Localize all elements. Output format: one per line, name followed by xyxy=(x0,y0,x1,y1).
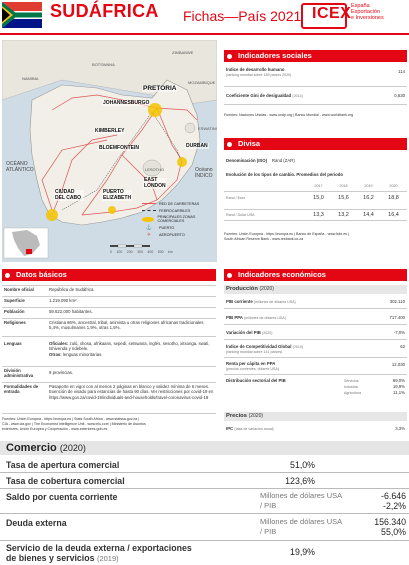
table-row: Nombre oficial República de Sudáfrica. xyxy=(2,285,216,296)
country-map xyxy=(2,40,217,262)
table-row: Tasa de cobertura comercial 123,6% xyxy=(0,473,409,489)
table-row: Religiones Cristiana 86%, ancestral, tribal, animista u otras religiones africanas tradicionales 5,4%, musulmanes 1,9%, otras 1,5%. xyxy=(2,318,216,336)
map-label-lesotho: LESOTHO xyxy=(145,167,165,172)
var-pib-label: Variación del PIB (2020) xyxy=(226,330,273,335)
ocean-atlantic: OCÉANO ATLÁNTICO xyxy=(6,161,34,173)
datos-source-1: Fuentes: Unión Europea - https://europa.eu | Stats South Africa - www.statssa.gov.za | xyxy=(2,417,140,421)
divisa-source-1: Fuentes: Unión Europea - https://europa.eu | Banco de España - www.bde.es | xyxy=(224,232,349,236)
rpc-subtitle: (precios corrientes, dólares USA) xyxy=(226,367,279,371)
datos-source-2: CIA - www.cia.gov | The Economist Intelligence Unit - www.eiu.com | Ministerio de Asuntos xyxy=(2,422,146,426)
sector-distribution-label: Distribución sectorial del PIB xyxy=(226,378,286,383)
table-row: Tasa de apertura comercial 51,0% xyxy=(0,457,409,473)
sector-value: 19,9% xyxy=(392,384,405,389)
exchange-rate-table xyxy=(224,181,407,221)
idh-value: 114 xyxy=(398,69,405,74)
anchor-icon: ⚓ xyxy=(145,224,153,231)
divisa-evolution-label: Evolución de los tipos de cambio. Promedios del periodo xyxy=(226,172,343,177)
competitiveness-subtitle: (ranking mundial sobre 141 países) xyxy=(226,350,283,354)
rail-legend-icon xyxy=(142,210,156,211)
idh-label: Índice de desarrollo humano xyxy=(226,67,285,72)
city-east-london: EAST LONDON xyxy=(144,177,166,189)
map-label-botswana: BOTSWANA xyxy=(92,62,115,67)
city-pretoria: PRETORIA xyxy=(143,85,177,92)
table-row: Rand / Dólar USA 13,3 13,2 14,4 16,4 xyxy=(224,209,407,221)
table-row: Superficie 1.219.090 km². xyxy=(2,296,216,307)
city-puerto-elizabeth: PUERTO ELIZABETH xyxy=(103,189,132,201)
south-africa-flag-icon xyxy=(2,2,42,28)
prices-subheader: Precios (2020) xyxy=(224,412,407,421)
map-label-mozambique: MOZAMBIQUE xyxy=(188,80,216,85)
city-durban: DURBAN xyxy=(186,143,208,149)
competitiveness-label: Índice de Competitividad Global (2019) xyxy=(226,344,304,349)
divisa-source-2: South African Reserve Bank - www.resbank.co.za xyxy=(224,237,304,241)
sector-name: Agricultura xyxy=(344,391,362,395)
idh-subtitle: (ranking mundial sobre 189 países 2020) xyxy=(226,73,292,77)
map-scale-labels: 0 100 200 300 400 500 km xyxy=(110,250,173,254)
map-label-zimbabwe: ZIMBABWE xyxy=(172,50,194,55)
sector-name: Industria xyxy=(344,385,358,389)
gini-value: 0,630 xyxy=(394,93,405,98)
ppa-value: 717.400 xyxy=(389,315,405,320)
trade-section-title: Comercio (2020) xyxy=(6,442,86,454)
sector-value: 11,1% xyxy=(393,390,405,395)
series-title: Fichas—País 2021 xyxy=(183,8,302,24)
table-row: Saldo por cuenta corriente Millones de dólares USA -6.646 / PIB -2,2% xyxy=(0,489,409,514)
section-bullet-icon xyxy=(2,269,12,281)
sector-value: 69,0% xyxy=(392,378,405,383)
airplane-icon: ✈ xyxy=(146,231,152,238)
zone-legend-icon xyxy=(142,217,154,222)
table-header: 2017 2018 2019 2020 xyxy=(314,184,398,188)
icex-logo-subtitle: España Exportación e Inversiones xyxy=(351,3,384,22)
city-bloemfontein: BLOEMFONTEIN xyxy=(99,145,139,151)
ppa-label: PIB PPA (millones de dólares USA) xyxy=(226,315,286,320)
pib-value: 302.110 xyxy=(389,299,405,304)
road-legend-icon xyxy=(142,203,156,204)
table-row: Servicio de la deuda externa / exportaciones de bienes y servicios (2019) 19,9% xyxy=(6,543,315,563)
ocean-indian: Océano ÍNDICO xyxy=(195,167,213,179)
section-bullet-icon xyxy=(224,50,234,62)
table-row: Rand / Euro 15,0 15,6 16,2 18,8 xyxy=(224,191,407,203)
social-source: Fuentes: Naciones Unidas - www.undp.org | Banco Mundial - www.worldbank.org xyxy=(224,113,354,117)
country-name: SUDÁFRICA xyxy=(50,1,159,21)
pib-label: PIB corriente (millones de dólares USA) xyxy=(226,299,296,304)
production-subheader: Producción (2020) xyxy=(224,285,407,294)
city-kimberley: KIMBERLEY xyxy=(95,128,125,134)
competitiveness-value: 62 xyxy=(400,344,405,349)
icex-logo: ICEX xyxy=(312,5,352,22)
map-label-eswatini: ESWATINI xyxy=(198,126,217,131)
section-header-datos: Datos básicos xyxy=(2,269,216,281)
datos-source-3: exteriores, Unión Europea y Cooperación - www.exteriores.gob.es xyxy=(2,427,108,431)
table-row: Población 59.622.000 habitantes. xyxy=(2,307,216,318)
header-divider xyxy=(0,33,409,35)
section-header-divisa: Divisa xyxy=(224,138,407,150)
ipc-value: 3,3% xyxy=(395,426,405,431)
rpc-value: 12.030 xyxy=(391,362,405,367)
section-bullet-icon xyxy=(224,269,234,281)
ipc-label: IPC (tasa de variación anual) xyxy=(226,426,274,431)
sector-name: Servicios xyxy=(344,379,359,383)
table-row: Formalidades de entrada Pasaporte en vigor con al menos 2 páginas en blanco y validez mínima de 6 meses. Exención de visado para estancias de hasta 90 días. Ver restricciones por covid-19 en https://www.gov.za/covid-19/individuals-and-households/travel-coronavirus-covid-19 xyxy=(2,382,216,414)
map-legend: RED DE CARRETERAS FERROCARRILES PRINCIPALES ZONAS COMERCIALES ⚓ PUERTO ✈ AEROPUERTO xyxy=(142,200,216,238)
divisa-denomination: Denominación (ISO) Rand (ZAR) xyxy=(226,158,295,163)
var-pib-value: -7,0% xyxy=(393,330,405,335)
table-row: División administrativa 9 provincias. xyxy=(2,366,216,382)
page-header xyxy=(0,0,409,36)
table-row: Lenguas Oficiales: zulú, xhosa, afrikaans, sepedi, setswana, inglés, sesotho, xitsonga, swati, tshivenda y ndebele. Otras: lenguas minoritarias. xyxy=(2,336,216,366)
section-header-econ: Indicadores económicos xyxy=(224,269,407,281)
city-ciudad-del-cabo: CIUDAD DEL CABO xyxy=(54,190,84,201)
section-header-social: Indicadores sociales xyxy=(224,50,407,62)
map-label-namibia: NAMIBIA xyxy=(22,76,39,81)
gini-label: Coeficiente Gini de desigualdad (2014) xyxy=(226,93,303,98)
section-bullet-icon xyxy=(224,138,234,150)
table-row: Deuda externa Millones de dólares USA 156.340 / PIB 55,0% xyxy=(0,514,409,541)
city-johannesburgo: JOHANNESBURGO xyxy=(103,100,150,106)
rpc-label: Renta per cápita en PPA xyxy=(226,361,276,366)
